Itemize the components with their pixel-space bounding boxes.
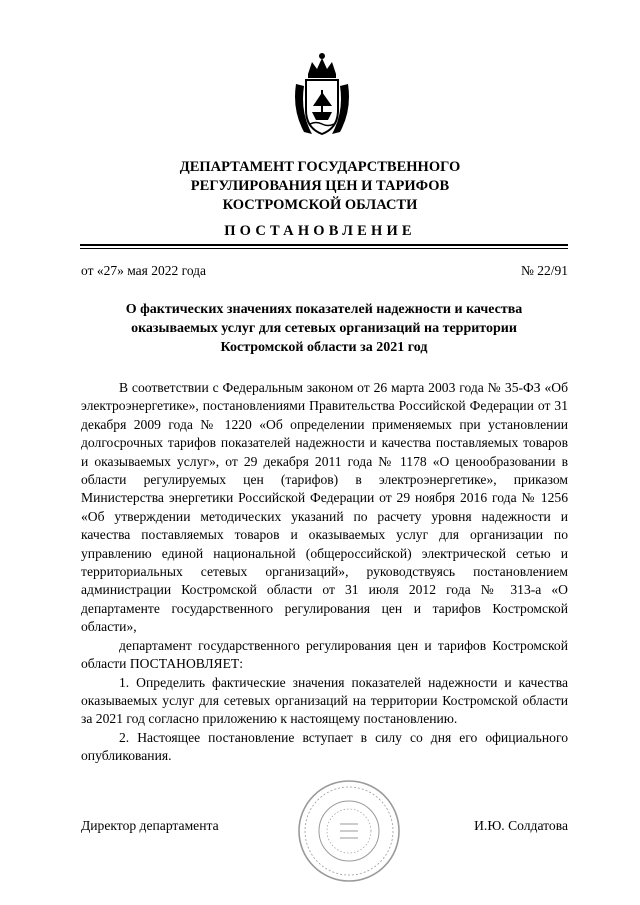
body-paragraph: 2. Настоящее постановление вступает в силу со дня его официального опубликования.	[81, 729, 568, 764]
department-name	[0, 158, 640, 215]
document-title	[100, 300, 548, 357]
document-type: ПОСТАНОВЛЕНИЕ	[224, 223, 416, 239]
document-date: от «27» мая 2022 года	[81, 263, 207, 278]
department-line: КОСТРОМСКОЙ ОБЛАСТИ	[222, 197, 418, 213]
header-rule-thick	[80, 244, 568, 246]
document-number: № 22/91	[520, 263, 568, 278]
document-body	[81, 379, 568, 766]
header-rule-thin	[80, 248, 568, 249]
signature-position: Директор департамента	[81, 818, 219, 833]
title-line: О фактических значениях показателей надежности и качества	[125, 302, 523, 317]
body-paragraph: В соответствии с Федеральным законом от 26 марта 2003 года № 35-ФЗ «Об электроэнергетике», постановлениями Правительства Российской Федерации от 31 декабря 2009 года № 1220 «Об определении применяемых при установлении долгосрочных тарифов показателей надежности и качества поставляемых товаров и оказываемых услуг», от 29 декабря 2011 года № 1178 «О ценообразовании в области регулируемых цен (тарифов) в электроэнергетике», приказом Министерства энергетики Российской Федерации от 29 ноября 2016 года № 1256 «Об утверждении методических указаний по расчету уровня надежности и качества поставляемых товаров и оказываемых услуг для организации по управлению единой национальной (общероссийской) электрической сетью и территориальных сетевых организаций», руководствуясь постановлением администрации Костромской области от 31 июля 2012 года № 313-а «О департаменте государственного регулирования цен и тарифов Костромской области»,	[81, 380, 568, 635]
title-line: оказываемых услуг для сетевых организаций на территории	[131, 321, 517, 336]
department-line: РЕГУЛИРОВАНИЯ ЦЕН И ТАРИФОВ	[190, 178, 450, 194]
body-paragraph: 1. Определить фактические значения показателей надежности и качества оказываемых услуг для сетевых организаций на территории Костромской области за 2021 год согласно приложению к настоящему постановлению.	[81, 674, 568, 727]
body-paragraph: департамент государственного регулирования цен и тарифов Костромской области ПОСТАНОВЛЯЕТ:	[81, 637, 568, 672]
signature-name: И.Ю. Солдатова	[474, 818, 568, 833]
coat-of-arms-icon	[290, 50, 354, 138]
official-seal-stamp	[296, 778, 402, 884]
title-line: Костромской области за 2021 год	[220, 340, 428, 355]
department-line: ДЕПАРТАМЕНТ ГОСУДАРСТВЕННОГО	[179, 159, 461, 175]
